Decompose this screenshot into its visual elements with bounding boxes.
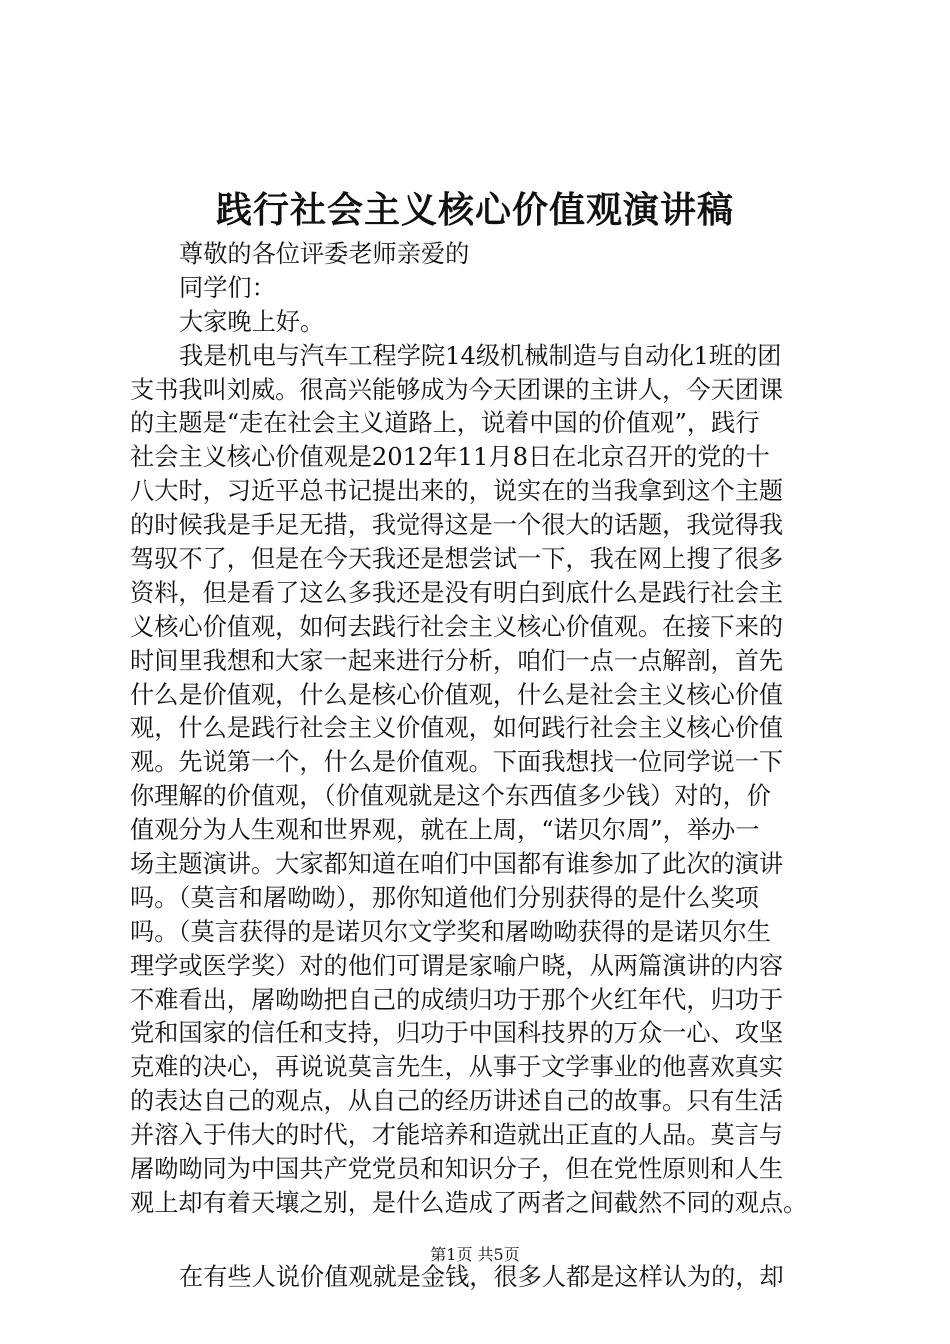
paragraph-line: 吗。（莫言获得的是诺贝尔文学奖和屠呦呦获得的是诺贝尔生	[130, 917, 771, 946]
paragraph-line: 克难的决心，再说说莫言先生，从事于文学事业的他喜欢真实	[130, 1053, 784, 1082]
page-number-footer: 第1页 共5页	[430, 1245, 520, 1264]
paragraph-line: 不难看出，屠呦呦把自己的成绩归功于那个火红年代，归功于	[130, 985, 784, 1014]
document-title: 践行社会主义核心价值观演讲稿	[215, 189, 734, 231]
paragraph-line: 我是机电与汽车工程学院14级机械制造与自动化1班的团	[179, 341, 782, 370]
paragraph-line: 观，什么是践行社会主义价值观，如何践行社会主义核心价值	[130, 714, 784, 743]
paragraph-line: 支书我叫刘威。很高兴能够成为今天团课的主讲人，今天团课	[130, 375, 784, 404]
paragraph-line: 什么是价值观，什么是核心价值观，什么是社会主义核心价值	[130, 680, 784, 709]
paragraph-line: 并溶入于伟大的时代，才能培养和造就出正直的人品。莫言与	[130, 1121, 784, 1150]
paragraph-line: 资料，但是看了这么多我还是没有明白到底什么是践行社会主	[130, 578, 784, 607]
paragraph-line: 时间里我想和大家一起来进行分析，咱们一点一点解剖，首先	[130, 646, 784, 675]
paragraph-line: 的表达自己的观点，从自己的经历讲述自己的故事。只有生活	[130, 1087, 784, 1116]
paragraph-line: 观。先说第一个，什么是价值观。下面我想找一位同学说一下	[130, 748, 784, 777]
salutation-line: 尊敬的各位评委老师亲爱的	[179, 240, 470, 268]
paragraph-line: 屠呦呦同为中国共产党党员和知识分子，但在党性原则和人生	[130, 1155, 784, 1184]
paragraph-line: 驾驭不了，但是在今天我还是想尝试一下，我在网上搜了很多	[130, 545, 784, 574]
paragraph-line: 的时候我是手足无措，我觉得这是一个很大的话题，我觉得我	[130, 511, 784, 540]
paragraph-line: 的主题是“走在社会主义道路上，说着中国的价值观”，践行	[130, 409, 760, 438]
paragraph-line: 八大时，习近平总书记提出来的，说实在的当我拿到这个主题	[130, 477, 784, 506]
paragraph-line: 义核心价值观，如何去践行社会主义核心价值观。在接下来的	[130, 612, 784, 641]
document-body	[130, 238, 840, 1295]
paragraph-line: 观上却有着天壤之别，是什么造成了两者之间截然不同的观点。	[130, 1188, 808, 1217]
paragraph-line: 理学或医学奖）对的他们可谓是家喻户晓，从两篇演讲的内容	[130, 951, 784, 980]
salutation-line: 同学们：	[179, 273, 276, 302]
paragraph-line: 在有些人说价值观就是金钱，很多人都是这样认为的，却	[179, 1262, 784, 1291]
paragraph-line: 吗。（莫言和屠呦呦），那你知道他们分别获得的是什么奖项	[130, 883, 759, 912]
paragraph-line: 你理解的价值观，（价值观就是这个东西值多少钱）对的，价	[130, 782, 771, 811]
paragraph-line: 党和国家的信任和支持，归功于中国科技界的万众一心、攻坚	[130, 1019, 784, 1048]
paragraph-line: 社会主义核心价值观是2012年11月8日在北京召开的党的十	[130, 443, 770, 472]
paragraph-line: 值观分为人生观和世界观，就在上周，“诺贝尔周”，举办一	[130, 816, 760, 845]
greeting-line: 大家晚上好。	[179, 307, 325, 336]
paragraph-line: 场主题演讲。大家都知道在咱们中国都有谁参加了此次的演讲	[130, 850, 784, 879]
